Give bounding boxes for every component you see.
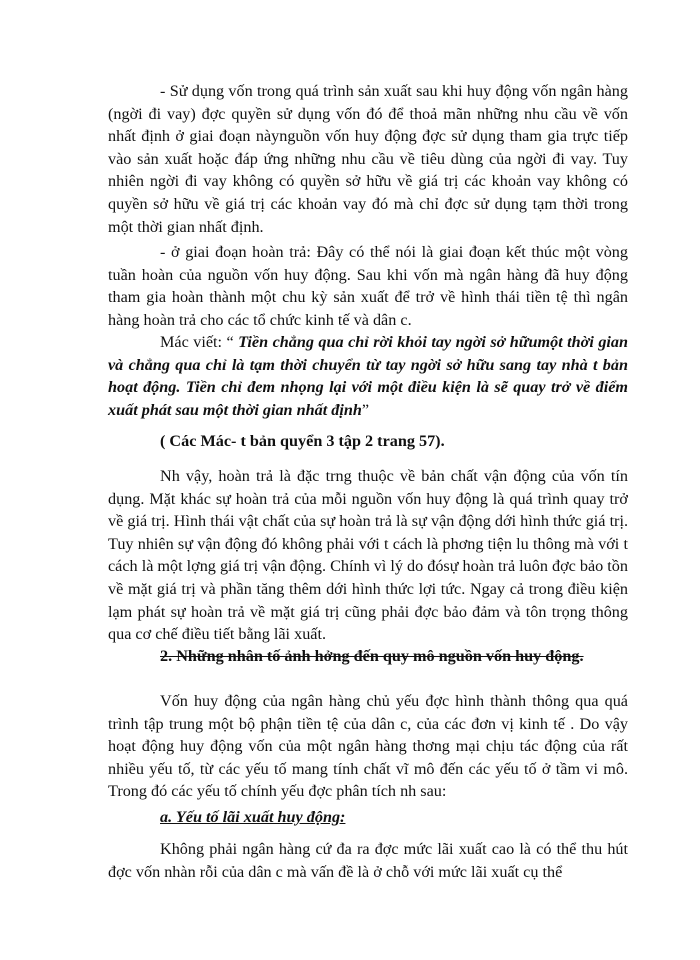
paragraph-text: Nh vậy, hoàn trả là đặc trng thuộc về bản chất vận động của vốn tín dụng. Mặt khác sự hoàn trả của mỗi nguồn vốn huy động là quá trình quay trở về giá trị. Hình thái vật chất của sự hoàn trả là sự vận động dới hình thức giá trị. Tuy nhiên sự vận động đó không phải với t cách là phơng tiện lu thông mà với t cách là một lợng giá trị vận động. Chính vì lý do đósự hoàn trả luôn đợc bảo tồn về mặt giá trị và phần tăng thêm dới hình thức lợi tức. Ngay cả trong điều kiện lạm phát sự hoàn trả về mặt giá trị cũng phải đợc bảo đảm và tôn trọng thông qua cơ chế điều tiết bằng lãi xuất. — [108, 467, 628, 644]
paragraph-marx-quote — [108, 331, 628, 421]
paragraph-text: - ở giai đoạn hoàn trả: Đây có thể nói là giai đoạn kết thúc một vòng tuần hoàn của nguồn vốn huy động. Sau khi vốn mà ngân hàng đã huy động tham gia hoàn thành một chu kỳ sản xuất để trở về hình thái tiền tệ thì ngân hàng hoàn trả cho các tổ chức kinh tế và dân c. — [108, 243, 628, 329]
citation-text: ( Các Mác- t bản quyển 3 tập 2 trang 57). — [160, 432, 445, 450]
paragraph-factors-intro — [108, 690, 628, 803]
paragraph-text: Không phải ngân hàng cứ đa ra đợc mức lãi xuất cao là có thể thu hút đợc vốn nhàn rỗi của dân c mà vấn đề là ở chỗ với mức lãi xuất cụ thể — [108, 840, 628, 881]
paragraph-citation — [108, 430, 628, 453]
paragraph-interest-rate — [108, 838, 628, 883]
quote-prefix: Mác viết: “ — [160, 333, 239, 351]
paragraph-repayment-phase — [108, 241, 628, 331]
quote-text: Tiền chẳng qua chỉ rời khỏi tay ngời sở hữumột thời gian và chẳng qua chỉ là tạm thời chuyển từ tay ngời sở hữu sang tay nhà t bản hoạt động. Tiền chỉ đem nhọng lại với một điều kiện là sẽ quay trở về điểm xuất phát sau một thời gian nhất định — [108, 333, 629, 419]
subheading-text: a. Yếu tố lãi xuất huy động: — [160, 808, 346, 826]
paragraph-text: Vốn huy động của ngân hàng chủ yếu đợc hình thành thông qua quá trình tập trung một bộ phận tiền tệ của dân c, của các đơn vị kinh tế . Do vậy hoạt động huy động vốn của một ngân hàng thơng mại chịu tác động của rất nhiều yếu tố, từ các yếu tố mang tính chất vĩ mô đến các yếu tố ở tầm vi mô. Trong đó các yếu tố chính yếu đợc phân tích nh sau: — [108, 692, 628, 801]
quote-paragraph — [108, 331, 628, 421]
section-heading-2 — [108, 645, 628, 668]
paragraph-text: - Sử dụng vốn trong quá trình sản xuất sau khi huy động vốn ngân hàng (ngời đi vay) đợc quyền sử dụng vốn đó để thoả mãn những nhu cầu về vốn nhất định ở giai đoạn nàynguồn vốn huy động đợc sử dụng tham gia trực tiếp vào sản xuất hoặc đáp ứng những nhu cầu về tiêu dùng của ngời đi vay. Tuy nhiên ngời đi vay không có quyền sở hữu về giá trị các khoản vay không có quyền sở hữu về giá trị các khoản vay đó mà chỉ đợc sử dụng tạm thời trong một thời gian nhất định. — [108, 82, 628, 236]
subheading-a — [108, 806, 628, 829]
section-heading-text: 2. Những nhân tố ảnh hởng đến quy mô nguồn vốn huy động. — [160, 647, 584, 665]
paragraph-repayment-nature — [108, 465, 628, 646]
quote-suffix: ” — [361, 400, 370, 419]
paragraph-usage-phase — [108, 80, 628, 238]
